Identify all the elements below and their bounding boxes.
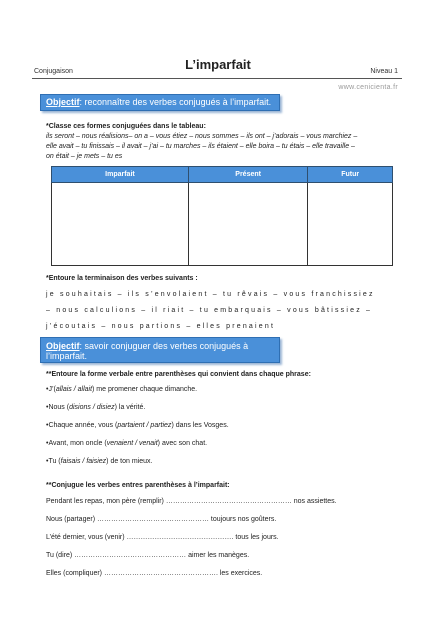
subject-label: Conjugaison [34,68,73,75]
sentence-text: ) me promener chaque dimanche. [92,386,198,393]
objective-text: : savoir conjuguer des verbes conjugués à [79,341,249,351]
objective-text-continued: l’imparfait. [46,351,88,361]
objective-box-2 [40,337,280,363]
sentence-text: ) de ton mieux. [106,458,153,465]
exercise-1-line: on était – je mets – tu es [46,153,123,160]
conjugation-sentence[interactable]: Elles (compliquer) …………………………………………. les exercices. [46,570,263,577]
choice-sentence [46,385,197,394]
level-label: Niveau 1 [370,68,398,75]
sentence-text: ) avec son chat. [157,440,208,447]
table-cell-imparfait[interactable] [52,183,189,266]
exercise-2-line: j’écoutais – nous partions – elles prenaient [46,323,276,330]
exercise-4-instruction: **Conjugue les verbes entres parenthèses à l’imparfait: [46,482,230,489]
verb-options[interactable]: faisais / faisiez [60,458,107,465]
exercise-1-instruction: *Classe ces formes conjuguées dans le tableau: [46,123,206,130]
verb-options[interactable]: disions / disiez [69,404,115,411]
page-title: L’imparfait [185,57,251,72]
choice-sentence [46,457,152,466]
conjugation-sentence[interactable]: Tu (dire) ………………………………………… aimer les manèges. [46,552,250,559]
sentence-text: •Nous ( [46,404,70,411]
objective-box-1 [40,94,280,111]
sentence-text: •Chaque année, vous ( [46,422,118,429]
source-url: www.cenicienta.fr [338,84,398,91]
conjugation-sentence[interactable]: Nous (partager) ………………………………………… toujours nos goûters. [46,516,277,523]
exercise-1-line: elle avait – tu finissais – il avait – j’ai – tu marches – ils étaient – elle boira – tu étais – elle travaille – [46,143,355,150]
table-cell-present[interactable] [188,183,308,266]
verb-options[interactable]: partaient / partiez [117,422,172,429]
exercise-3-instruction: **Entoure la forme verbale entre parenthèses qui convient dans chaque phrase: [46,371,311,378]
choice-sentence [46,421,229,430]
exercise-2-line: je souhaitais – ils s’envolaient – tu rêvais – vous franchissiez [46,291,375,298]
verb-options[interactable]: venaient / venait [106,440,158,447]
sentence-text: •J’( [46,386,56,393]
sentence-text: •Tu ( [46,458,61,465]
sentence-text: ) la vérité. [114,404,146,411]
objective-key: Objectif [46,97,80,107]
choice-sentence [46,439,207,448]
conjugation-sentence[interactable]: Pendant les repas, mon père (remplir) ……………………………………………… nos assiettes. [46,498,337,505]
classification-table [51,166,393,266]
table-cell-futur[interactable] [308,183,393,266]
exercise-2-instruction: *Entoure la terminaison des verbes suivants : [46,275,198,282]
table-header-present: Présent [188,167,308,183]
sentence-text: ) dans les Vosges. [171,422,229,429]
exercise-2-line: – nous calculions – il riait – tu embarquais – vous bâtissiez – [46,307,373,314]
table-header-imparfait: Imparfait [52,167,189,183]
table-header-futur: Futur [308,167,393,183]
header-divider [32,78,402,79]
objective-text: : reconnaître des verbes conjugués à l’imparfait. [79,97,272,107]
verb-options[interactable]: allais / allait [55,386,93,393]
exercise-1-line: ils seront – nous réalisions– on a – vous étiez – nous sommes – ils ont – j’adorais – vous marchiez – [46,133,358,140]
conjugation-sentence[interactable]: L’été dernier, vous (venir) ………………………………………. tous les jours. [46,534,279,541]
objective-key: Objectif [46,341,80,351]
choice-sentence [46,403,145,412]
sentence-text: •Avant, mon oncle ( [46,440,107,447]
